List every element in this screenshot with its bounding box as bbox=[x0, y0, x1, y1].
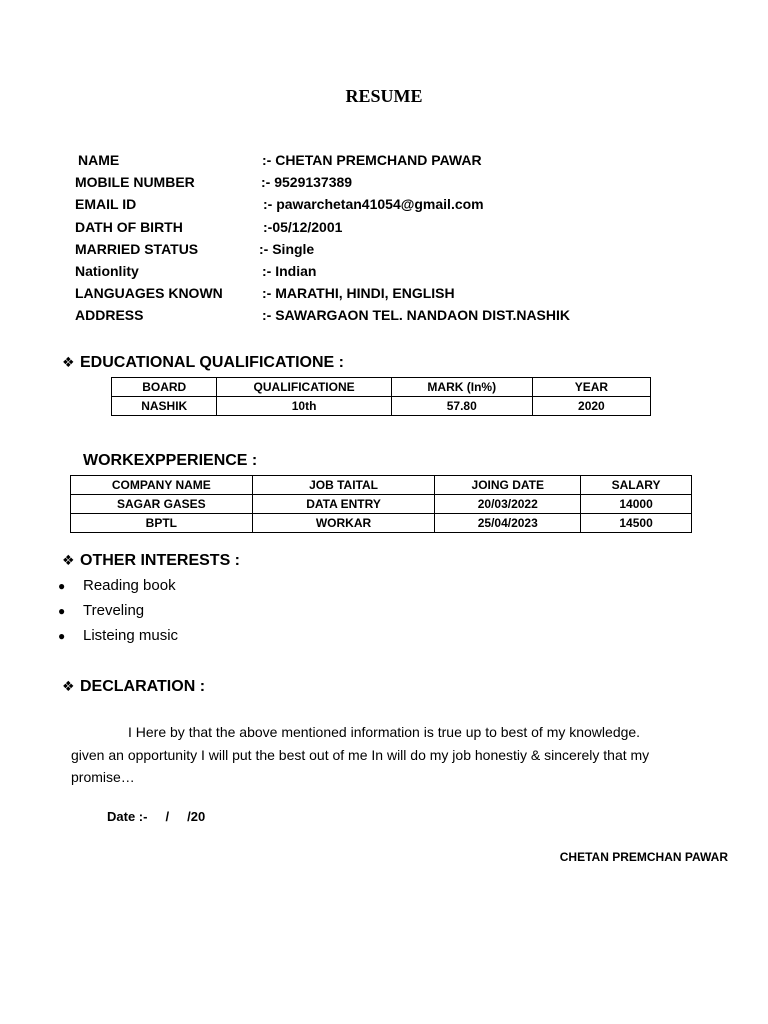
nationality-label: Nationlity bbox=[75, 263, 139, 279]
table-header-cell: YEAR bbox=[532, 378, 650, 397]
address-value: :- SAWARGAON TEL. NANDAON DIST.NASHIK bbox=[262, 307, 570, 323]
declaration-line: I Here by that the above mentioned information is true up to best of my knowledge. bbox=[128, 724, 641, 740]
table-cell: 57.80 bbox=[391, 397, 532, 416]
address-label: ADDRESS bbox=[75, 307, 144, 323]
married-status-value: :- Single bbox=[259, 241, 315, 257]
table-header-cell: QUALIFICATIONE bbox=[217, 378, 391, 397]
declaration-line: promise… bbox=[71, 769, 135, 785]
education-heading-text: EDUCATIONAL QUALIFICATIONE : bbox=[80, 354, 344, 371]
education-table bbox=[111, 377, 651, 416]
list-item bbox=[58, 576, 176, 596]
table-header-row bbox=[112, 378, 651, 397]
languages-value: :- MARATHI, HINDI, ENGLISH bbox=[262, 285, 455, 301]
education-heading bbox=[62, 352, 344, 373]
table-cell: 20/03/2022 bbox=[435, 495, 581, 514]
table-row bbox=[112, 397, 651, 416]
table-cell: DATA ENTRY bbox=[252, 495, 435, 514]
table-cell: SAGAR GASES bbox=[71, 495, 253, 514]
table-cell: NASHIK bbox=[112, 397, 217, 416]
diamond-bullet-icon: ❖ bbox=[62, 552, 75, 568]
list-item bbox=[58, 601, 144, 621]
list-item bbox=[58, 626, 178, 646]
table-cell: 25/04/2023 bbox=[435, 514, 581, 533]
table-cell: 14000 bbox=[581, 495, 692, 514]
table-cell: WORKAR bbox=[252, 514, 435, 533]
dob-label: DATH OF BIRTH bbox=[75, 219, 183, 235]
interest-text: Treveling bbox=[83, 602, 145, 619]
table-header-cell: JOING DATE bbox=[435, 476, 581, 495]
declaration-line: given an opportunity I will put the best out of me In will do my job honestiy & sincerely that my bbox=[71, 747, 650, 763]
nationality-value: :- Indian bbox=[262, 263, 317, 279]
table-header-cell: SALARY bbox=[581, 476, 692, 495]
languages-label: LANGUAGES KNOWN bbox=[75, 285, 223, 301]
interest-text: Listeing music bbox=[83, 627, 179, 644]
mobile-label: MOBILE NUMBER bbox=[75, 174, 195, 190]
table-header-cell: BOARD bbox=[112, 378, 217, 397]
bullet-dot-icon: ● bbox=[58, 604, 66, 618]
table-cell: BPTL bbox=[71, 514, 253, 533]
resume-title: RESUME bbox=[345, 86, 423, 106]
mobile-value: :- 9529137389 bbox=[261, 174, 353, 190]
dob-value: :-05/12/2001 bbox=[263, 219, 343, 235]
table-row bbox=[71, 495, 692, 514]
signature-name: CHETAN PREMCHAN PAWAR bbox=[559, 850, 728, 864]
table-row bbox=[71, 514, 692, 533]
email-label: EMAIL ID bbox=[75, 196, 137, 212]
table-cell: 2020 bbox=[532, 397, 650, 416]
table-header-cell: MARK (In%) bbox=[391, 378, 532, 397]
table-cell: 14500 bbox=[581, 514, 692, 533]
table-header-row bbox=[71, 476, 692, 495]
diamond-bullet-icon: ❖ bbox=[62, 354, 75, 370]
date-field: Date :- / /20 bbox=[107, 809, 206, 824]
declaration-heading bbox=[62, 676, 205, 697]
bullet-dot-icon: ● bbox=[58, 579, 66, 593]
email-value: :- pawarchetan41054@gmail.com bbox=[263, 196, 484, 212]
diamond-bullet-icon: ❖ bbox=[62, 678, 75, 694]
declaration-heading-text: DECLARATION : bbox=[80, 678, 206, 695]
interest-text: Reading book bbox=[83, 577, 176, 594]
bullet-dot-icon: ● bbox=[58, 629, 66, 643]
work-table bbox=[70, 475, 692, 533]
interests-heading-text: OTHER INTERESTS : bbox=[80, 552, 241, 569]
table-header-cell: COMPANY NAME bbox=[71, 476, 253, 495]
married-status-label: MARRIED STATUS bbox=[75, 241, 199, 257]
table-header-cell: JOB TAITAL bbox=[252, 476, 435, 495]
table-cell: 10th bbox=[217, 397, 391, 416]
interests-heading bbox=[62, 550, 240, 571]
name-value: :- CHETAN PREMCHAND PAWAR bbox=[262, 152, 482, 168]
work-heading: WORKEXPPERIENCE : bbox=[83, 452, 258, 469]
name-label: NAME bbox=[78, 152, 120, 168]
